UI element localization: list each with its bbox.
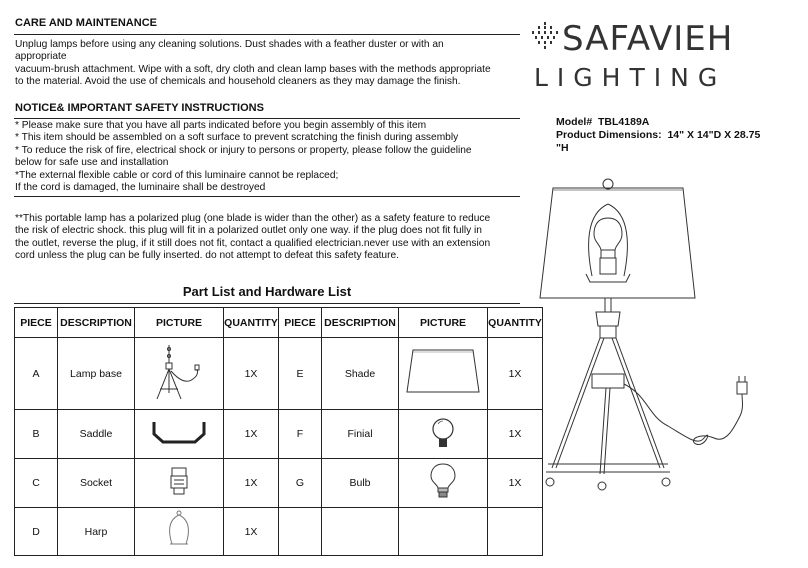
plug-line: cord unless the plug can be fully inserted. do not attempt to defeat this safety feature. bbox=[15, 250, 399, 262]
description-cell bbox=[322, 508, 399, 556]
model-label: Model# bbox=[556, 116, 593, 128]
piece-cell bbox=[279, 508, 322, 556]
safety-bottom-divider bbox=[14, 196, 520, 197]
parts-title-divider bbox=[14, 303, 520, 304]
description-cell: Saddle bbox=[58, 410, 135, 459]
description-cell: Shade bbox=[322, 338, 399, 410]
piece-cell: D bbox=[15, 508, 58, 556]
brand-name: SAFAVIEH bbox=[562, 19, 734, 59]
safety-paragraph bbox=[15, 120, 472, 194]
plug-line: the outlet, reverse the plug, if it still does not fit, contact a qualified electrician.never use with an extension bbox=[15, 237, 491, 249]
description-cell: Socket bbox=[58, 459, 135, 508]
plug-line: **This portable lamp has a polarized plug (one blade is wider than the other) as a safety feature to reduce bbox=[15, 213, 491, 224]
table-row bbox=[15, 508, 543, 556]
header-piece: PIECE bbox=[15, 308, 58, 338]
piece-cell: E bbox=[279, 338, 322, 410]
model-value: TBL4189A bbox=[598, 116, 650, 128]
plug-line: the risk of electric shock. this plug will fit in a polarized outlet only one way. if the plug does not fit fully in bbox=[15, 225, 482, 237]
quantity-cell: 1X bbox=[488, 338, 543, 410]
parts-title: Part List and Hardware List bbox=[182, 284, 352, 299]
description-cell: Harp bbox=[58, 508, 135, 556]
quantity-cell: 1X bbox=[488, 410, 543, 459]
header-quantity: QUANTITY bbox=[488, 308, 543, 338]
header-picture: PICTURE bbox=[135, 308, 224, 338]
header-description: DESCRIPTION bbox=[322, 308, 399, 338]
safety-title: NOTICE& IMPORTANT SAFETY INSTRUCTIONS bbox=[15, 102, 264, 114]
safety-line: * This item should be assembled on a soft surface to prevent scratching the finish during assembly bbox=[15, 132, 459, 144]
header-piece: PIECE bbox=[279, 308, 322, 338]
quantity-cell: 1X bbox=[224, 508, 279, 556]
plug-paragraph bbox=[15, 213, 490, 263]
care-title: CARE AND MAINTENANCE bbox=[15, 17, 157, 29]
product-info bbox=[556, 116, 760, 155]
parts-table bbox=[14, 307, 543, 556]
description-cell: Finial bbox=[322, 410, 399, 459]
lamp-illustration bbox=[528, 176, 798, 506]
socket-icon bbox=[167, 464, 191, 500]
quantity-cell: 1X bbox=[224, 410, 279, 459]
header-picture: PICTURE bbox=[399, 308, 488, 338]
picture-cell bbox=[135, 508, 224, 556]
safety-line: If the cord is damaged, the luminaire shall be destroyed bbox=[15, 182, 266, 194]
piece-cell: A bbox=[15, 338, 58, 410]
picture-cell bbox=[135, 338, 224, 410]
care-line: vacuum-brush attachment. Wipe with a soft, dry cloth and clean lamp bases with the methods appropriate bbox=[15, 63, 491, 75]
picture-cell bbox=[399, 410, 488, 459]
safety-divider bbox=[14, 118, 520, 119]
dims-value: 14" X 14"D X 28.75 bbox=[667, 129, 761, 141]
header-quantity: QUANTITY bbox=[224, 308, 279, 338]
piece-cell: G bbox=[279, 459, 322, 508]
care-line: to the material. Avoid the use of chemicals and household cleaners as they may damage the finish. bbox=[15, 76, 461, 88]
quantity-cell: 1X bbox=[224, 459, 279, 508]
safety-line: below for safe use and installation bbox=[15, 157, 169, 169]
dims-label: Product Dimensions: bbox=[556, 129, 662, 141]
table-row bbox=[15, 459, 543, 508]
saddle-icon bbox=[149, 416, 209, 450]
quantity-cell bbox=[488, 508, 543, 556]
description-cell: Bulb bbox=[322, 459, 399, 508]
dims-continuation: "H bbox=[556, 142, 569, 154]
picture-cell bbox=[399, 338, 488, 410]
harp-icon bbox=[164, 510, 194, 550]
picture-cell bbox=[399, 508, 488, 556]
table-row bbox=[15, 410, 543, 459]
care-paragraph bbox=[15, 39, 491, 89]
safety-line: *The external flexible cable or cord of this luminaire cannot be replaced; bbox=[15, 169, 339, 181]
picture-cell bbox=[135, 410, 224, 459]
piece-cell: C bbox=[15, 459, 58, 508]
picture-cell bbox=[135, 459, 224, 508]
shade-icon bbox=[403, 346, 483, 398]
quantity-cell: 1X bbox=[488, 459, 543, 508]
bulb-icon bbox=[428, 462, 458, 502]
care-line: appropriate bbox=[15, 51, 67, 63]
lamp-base-icon bbox=[149, 341, 209, 403]
safety-line: * To reduce the risk of fire, electrical shock or injury to persons or property, please follow the guideline bbox=[15, 144, 472, 156]
piece-cell: F bbox=[279, 410, 322, 459]
table-header-row bbox=[15, 308, 543, 338]
picture-cell bbox=[399, 459, 488, 508]
care-divider bbox=[14, 34, 520, 35]
care-line: Unplug lamps before using any cleaning solutions. Dust shades with a feather duster or with an bbox=[15, 39, 444, 50]
description-cell: Lamp base bbox=[58, 338, 135, 410]
finial-icon bbox=[428, 415, 458, 451]
header-description: DESCRIPTION bbox=[58, 308, 135, 338]
chandelier-logo-icon bbox=[530, 22, 560, 52]
safety-line: * Please make sure that you have all parts indicated before you begin assembly of this item bbox=[15, 120, 427, 131]
brand-sub: LIGHTING bbox=[534, 63, 727, 92]
quantity-cell: 1X bbox=[224, 338, 279, 410]
table-row bbox=[15, 338, 543, 410]
piece-cell: B bbox=[15, 410, 58, 459]
